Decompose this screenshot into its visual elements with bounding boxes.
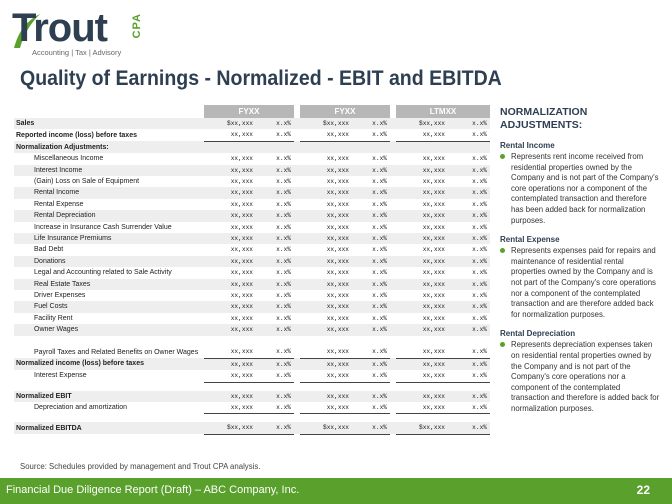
note-bullet bbox=[500, 152, 660, 226]
normalization-notes-panel bbox=[500, 106, 660, 414]
logo-wordmark: Trout bbox=[12, 6, 107, 50]
table-row bbox=[14, 279, 490, 290]
footer-bar bbox=[0, 478, 672, 504]
percent-cell: x.x% bbox=[352, 301, 390, 312]
percent-cell: x.x% bbox=[448, 279, 490, 290]
percent-cell: x.x% bbox=[372, 200, 387, 208]
row-label: Payroll Taxes and Related Benefits on Owner Wages bbox=[34, 348, 199, 356]
amount-cell: xx,xxx bbox=[230, 178, 253, 186]
percent-cell: x.x% bbox=[472, 223, 488, 231]
amount-cell: xx,xxx bbox=[422, 155, 445, 163]
note-text: Represents expenses paid for repairs and maintenance of residential rental properties owned by the Company and is not part of the Company's core operations nor a component of the contemplated transaction and are therefore added back for normalization purposes. bbox=[511, 246, 656, 319]
percent-cell: x.x% bbox=[472, 269, 488, 277]
amount-cell: xx,xxx bbox=[326, 200, 349, 208]
note-title: Rental Income bbox=[500, 141, 555, 150]
amount-cell: xx,xxx bbox=[326, 269, 349, 277]
percent-cell: x.x% bbox=[276, 314, 291, 322]
percent-cell: x.x% bbox=[352, 402, 390, 414]
amount-cell: $xx,xxx bbox=[300, 422, 352, 434]
percent-cell bbox=[256, 141, 294, 153]
amount-cell: $xx,xxx bbox=[396, 118, 448, 129]
percent-cell: x.x% bbox=[448, 187, 490, 198]
percent-cell: x.x% bbox=[372, 292, 387, 300]
table-row bbox=[14, 165, 490, 176]
amount-cell: xx,xxx bbox=[204, 210, 256, 221]
table-row bbox=[14, 370, 490, 382]
amount-cell: xx,xxx bbox=[422, 292, 445, 300]
amount-cell: xx,xxx bbox=[300, 233, 352, 244]
period-header: LTMXX bbox=[396, 105, 490, 118]
spacer-row bbox=[14, 414, 490, 423]
percent-cell: x.x% bbox=[256, 118, 294, 129]
note-section bbox=[500, 235, 660, 320]
amount-cell: xx,xxx bbox=[230, 200, 253, 208]
amount-cell: xx,xxx bbox=[300, 301, 352, 312]
spacer-row bbox=[14, 382, 490, 391]
row-label: Rental Expense bbox=[34, 200, 84, 208]
percent-cell: x.x% bbox=[448, 233, 490, 244]
amount-cell: xx,xxx bbox=[204, 187, 256, 198]
percent-cell: x.x% bbox=[448, 118, 490, 129]
percent-cell: x.x% bbox=[372, 314, 387, 322]
amount-cell: xx,xxx bbox=[204, 324, 256, 335]
amount-cell: xx,xxx bbox=[204, 336, 256, 359]
amount-cell bbox=[300, 141, 352, 153]
percent-cell: x.x% bbox=[372, 155, 387, 163]
table-row bbox=[14, 422, 490, 434]
percent-cell: x.x% bbox=[256, 422, 294, 434]
row-label: Reported income (loss) before taxes bbox=[16, 131, 137, 139]
amount-cell: xx,xxx bbox=[300, 391, 352, 402]
percent-cell: x.x% bbox=[256, 402, 294, 414]
table-row bbox=[14, 313, 490, 324]
amount-cell: xx,xxx bbox=[396, 324, 448, 335]
percent-cell: x.x% bbox=[352, 358, 390, 370]
amount-cell: xx,xxx bbox=[326, 155, 349, 163]
percent-cell: x.x% bbox=[276, 246, 291, 254]
amount-cell: xx,xxx bbox=[300, 336, 352, 359]
percent-cell: x.x% bbox=[256, 256, 294, 267]
percent-cell: x.x% bbox=[256, 301, 294, 312]
row-label: Normalized EBITDA bbox=[14, 422, 204, 434]
row-label: Donations bbox=[14, 256, 204, 267]
percent-cell: x.x% bbox=[472, 314, 488, 322]
percent-cell bbox=[448, 141, 490, 153]
amount-cell: xx,xxx bbox=[300, 358, 352, 370]
table-row bbox=[14, 210, 490, 221]
percent-cell: x.x% bbox=[352, 370, 390, 382]
amount-cell: xx,xxx bbox=[422, 223, 445, 231]
amount-cell: xx,xxx bbox=[396, 370, 448, 382]
percent-cell: x.x% bbox=[448, 165, 490, 176]
table-row bbox=[14, 244, 490, 255]
row-label: Normalization Adjustments: bbox=[14, 141, 204, 153]
percent-cell: x.x% bbox=[372, 223, 387, 231]
percent-cell: x.x% bbox=[352, 129, 390, 141]
earnings-table-container bbox=[14, 105, 490, 435]
amount-cell: xx,xxx bbox=[230, 269, 253, 277]
amount-cell: xx,xxx bbox=[204, 301, 256, 312]
amount-cell: xx,xxx bbox=[326, 246, 349, 254]
amount-cell: $xx,xxx bbox=[396, 422, 448, 434]
amount-cell: xx,xxx bbox=[422, 178, 445, 186]
percent-cell: x.x% bbox=[448, 358, 490, 370]
percent-cell: x.x% bbox=[352, 187, 390, 198]
amount-cell: xx,xxx bbox=[204, 233, 256, 244]
percent-cell: x.x% bbox=[276, 269, 291, 277]
table-row bbox=[14, 187, 490, 198]
note-title: Rental Depreciation bbox=[500, 329, 576, 339]
note-section bbox=[500, 329, 660, 414]
table-row bbox=[14, 222, 490, 233]
amount-cell: xx,xxx bbox=[396, 187, 448, 198]
table-row bbox=[14, 402, 490, 414]
percent-cell: x.x% bbox=[352, 233, 390, 244]
percent-cell: x.x% bbox=[372, 246, 387, 254]
percent-cell: x.x% bbox=[448, 370, 490, 382]
percent-cell: x.x% bbox=[372, 269, 387, 277]
amount-cell: xx,xxx bbox=[396, 210, 448, 221]
percent-cell: x.x% bbox=[276, 292, 291, 300]
amount-cell: xx,xxx bbox=[230, 223, 253, 231]
amount-cell: xx,xxx bbox=[300, 370, 352, 382]
amount-cell: xx,xxx bbox=[204, 370, 256, 382]
percent-cell: x.x% bbox=[256, 324, 294, 335]
row-label: Normalized EBIT bbox=[14, 391, 204, 402]
table-row bbox=[14, 256, 490, 267]
footer-report-title: Financial Due Diligence Report (Draft) – ABC Company, Inc. bbox=[6, 484, 300, 496]
percent-cell: x.x% bbox=[448, 129, 490, 141]
percent-cell: x.x% bbox=[352, 336, 390, 359]
percent-cell: x.x% bbox=[448, 336, 490, 359]
period-header: FYXX bbox=[300, 105, 390, 118]
table-row bbox=[14, 290, 490, 301]
row-label: Rental Income bbox=[14, 187, 204, 198]
percent-cell bbox=[352, 141, 390, 153]
amount-cell: xx,xxx bbox=[326, 223, 349, 231]
percent-cell: x.x% bbox=[276, 155, 291, 163]
amount-cell: $xx,xxx bbox=[300, 118, 352, 129]
amount-cell: xx,xxx bbox=[300, 129, 352, 141]
percent-cell: x.x% bbox=[256, 391, 294, 402]
percent-cell: x.x% bbox=[448, 391, 490, 402]
amount-cell: xx,xxx bbox=[300, 402, 352, 414]
amount-cell: xx,xxx bbox=[204, 391, 256, 402]
bullet-icon bbox=[500, 154, 505, 159]
table-row bbox=[14, 141, 490, 153]
amount-cell: xx,xxx bbox=[230, 155, 253, 163]
amount-cell: xx,xxx bbox=[422, 246, 445, 254]
amount-cell: $xx,xxx bbox=[204, 422, 256, 434]
percent-cell: x.x% bbox=[472, 246, 488, 254]
percent-cell: x.x% bbox=[352, 279, 390, 290]
logo-cpa-mark: CPA bbox=[131, 13, 143, 39]
table-row bbox=[14, 336, 490, 359]
amount-cell: xx,xxx bbox=[204, 129, 256, 141]
percent-cell: x.x% bbox=[256, 358, 294, 370]
table-body bbox=[14, 118, 490, 434]
row-label: (Gain) Loss on Sale of Equipment bbox=[34, 178, 140, 186]
row-label: Fuel Costs bbox=[14, 301, 204, 312]
page-title: Quality of Earnings - Normalized - EBIT and EBITDA bbox=[20, 67, 502, 90]
percent-cell: x.x% bbox=[448, 402, 490, 414]
source-note: Source: Schedules provided by management and Trout CPA analysis. bbox=[20, 462, 261, 471]
amount-cell: xx,xxx bbox=[396, 129, 448, 141]
percent-cell: x.x% bbox=[256, 370, 294, 382]
note-text: Represents depreciation expenses taken on residential rental properties owned by the Company and is not part of the Company's core operations nor a component of the contemplated transaction and therefore is added back for normalization purposes. bbox=[511, 340, 660, 413]
amount-cell: xx,xxx bbox=[396, 279, 448, 290]
row-label: Increase in Insurance Cash Surrender Value bbox=[34, 223, 172, 231]
amount-cell: xx,xxx bbox=[204, 358, 256, 370]
amount-cell: xx,xxx bbox=[422, 269, 445, 277]
percent-cell: x.x% bbox=[448, 422, 490, 434]
percent-cell: x.x% bbox=[256, 187, 294, 198]
amount-cell: xx,xxx bbox=[300, 187, 352, 198]
percent-cell: x.x% bbox=[448, 256, 490, 267]
amount-cell: xx,xxx bbox=[396, 358, 448, 370]
amount-cell: xx,xxx bbox=[396, 336, 448, 359]
percent-cell: x.x% bbox=[372, 178, 387, 186]
amount-cell: xx,xxx bbox=[204, 165, 256, 176]
amount-cell bbox=[396, 141, 448, 153]
period-header: FYXX bbox=[204, 105, 294, 118]
note-bullet bbox=[500, 246, 660, 320]
percent-cell: x.x% bbox=[256, 129, 294, 141]
table-row bbox=[14, 391, 490, 402]
table-row bbox=[14, 358, 490, 370]
percent-cell: x.x% bbox=[352, 165, 390, 176]
percent-cell: x.x% bbox=[352, 118, 390, 129]
amount-cell: xx,xxx bbox=[230, 246, 253, 254]
percent-cell: x.x% bbox=[276, 178, 291, 186]
amount-cell: xx,xxx bbox=[422, 200, 445, 208]
amount-cell: xx,xxx bbox=[396, 233, 448, 244]
row-label: Legal and Accounting related to Sale Activity bbox=[34, 269, 172, 277]
amount-cell: xx,xxx bbox=[300, 256, 352, 267]
amount-cell: xx,xxx bbox=[422, 314, 445, 322]
percent-cell: x.x% bbox=[352, 422, 390, 434]
table-row bbox=[14, 176, 490, 187]
amount-cell: xx,xxx bbox=[396, 256, 448, 267]
percent-cell: x.x% bbox=[448, 210, 490, 221]
percent-cell: x.x% bbox=[472, 200, 488, 208]
percent-cell: x.x% bbox=[352, 391, 390, 402]
row-label: Interest Income bbox=[14, 165, 204, 176]
note-bullet bbox=[500, 340, 660, 414]
percent-cell: x.x% bbox=[352, 324, 390, 335]
amount-cell: xx,xxx bbox=[204, 279, 256, 290]
table-row bbox=[14, 129, 490, 141]
amount-cell: xx,xxx bbox=[300, 165, 352, 176]
row-label: Real Estate Taxes bbox=[14, 279, 204, 290]
percent-cell: x.x% bbox=[256, 233, 294, 244]
amount-cell: xx,xxx bbox=[326, 314, 349, 322]
row-label: Miscellaneous Income bbox=[34, 155, 104, 163]
percent-cell: x.x% bbox=[448, 324, 490, 335]
percent-cell: x.x% bbox=[352, 256, 390, 267]
amount-cell: xx,xxx bbox=[396, 301, 448, 312]
percent-cell: x.x% bbox=[448, 301, 490, 312]
percent-cell: x.x% bbox=[256, 336, 294, 359]
notes-heading: NORMALIZATION ADJUSTMENTS: bbox=[500, 106, 588, 131]
percent-cell: x.x% bbox=[472, 292, 488, 300]
row-label: Depreciation and amortization bbox=[34, 404, 127, 412]
row-label: Rental Depreciation bbox=[14, 210, 204, 221]
company-logo bbox=[12, 8, 162, 58]
quality-of-earnings-table bbox=[14, 105, 490, 435]
row-label: Normalized income (loss) before taxes bbox=[14, 358, 204, 370]
table-row bbox=[14, 324, 490, 335]
percent-cell: x.x% bbox=[352, 210, 390, 221]
percent-cell: x.x% bbox=[276, 200, 291, 208]
note-section bbox=[500, 141, 660, 226]
row-label: Owner Wages bbox=[14, 324, 204, 335]
amount-cell: xx,xxx bbox=[396, 391, 448, 402]
header-label-cell bbox=[14, 105, 204, 118]
amount-cell: xx,xxx bbox=[300, 210, 352, 221]
amount-cell: xx,xxx bbox=[230, 314, 253, 322]
amount-cell: xx,xxx bbox=[326, 292, 349, 300]
row-label: Facility Rent bbox=[34, 314, 73, 322]
table-row bbox=[14, 118, 490, 129]
note-text: Represents rent income received from residential properties owned by the Company and is not part of the Company's core operations nor a component of the contemplated transaction and therefore has been added back for normalization purposes. bbox=[511, 152, 659, 225]
row-label: Sales bbox=[14, 118, 204, 129]
amount-cell: xx,xxx bbox=[396, 402, 448, 414]
amount-cell: xx,xxx bbox=[300, 324, 352, 335]
table-row bbox=[14, 301, 490, 312]
percent-cell: x.x% bbox=[472, 178, 488, 186]
row-label: Driver Expenses bbox=[34, 292, 86, 300]
amount-cell: xx,xxx bbox=[204, 256, 256, 267]
row-label: Interest Expense bbox=[34, 372, 87, 380]
percent-cell: x.x% bbox=[256, 279, 294, 290]
amount-cell: xx,xxx bbox=[396, 165, 448, 176]
note-title: Rental Expense bbox=[500, 235, 560, 245]
row-label: Life Insurance Premiums bbox=[14, 233, 204, 244]
amount-cell bbox=[204, 141, 256, 153]
table-row bbox=[14, 199, 490, 210]
table-row bbox=[14, 153, 490, 164]
page-number: 22 bbox=[636, 483, 650, 497]
amount-cell: xx,xxx bbox=[204, 402, 256, 414]
row-label: Bad Debt bbox=[34, 246, 64, 254]
amount-cell: xx,xxx bbox=[300, 279, 352, 290]
percent-cell: x.x% bbox=[472, 155, 488, 163]
table-row bbox=[14, 267, 490, 278]
percent-cell: x.x% bbox=[276, 223, 291, 231]
amount-cell: $xx,xxx bbox=[204, 118, 256, 129]
amount-cell: xx,xxx bbox=[230, 292, 253, 300]
percent-cell: x.x% bbox=[256, 210, 294, 221]
table-row bbox=[14, 233, 490, 244]
bullet-icon bbox=[500, 248, 505, 253]
percent-cell: x.x% bbox=[256, 165, 294, 176]
logo-tagline: Accounting | Tax | Advisory bbox=[32, 48, 122, 57]
amount-cell: xx,xxx bbox=[326, 178, 349, 186]
bullet-icon bbox=[500, 342, 505, 347]
table-header-row bbox=[14, 105, 490, 118]
